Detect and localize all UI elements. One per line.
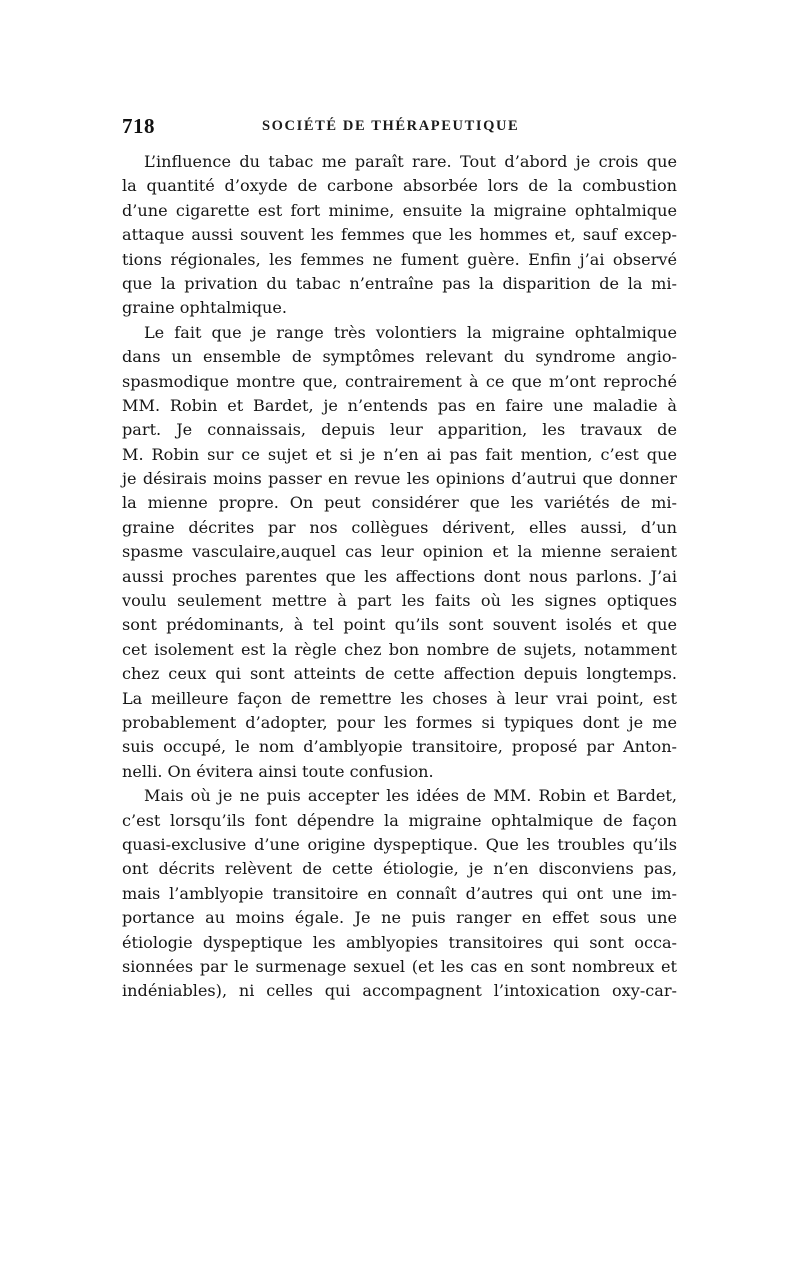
text-line: d’une cigarette est fort minime, ensuite la migraine ophtalmique (122, 200, 677, 220)
text-line: L’influence du tabac me paraît rare. Tout d’abord je crois que (144, 152, 677, 171)
text-line: que la privation du tabac n’entraîne pas la disparition de la mi- (122, 273, 677, 293)
text-line: part. Je connaissais, depuis leur apparition, les travaux de (122, 420, 677, 440)
text-line: sionnées par le surmenage sexuel (et les cas en sont nombreux et (122, 956, 677, 976)
text-line: spasmodique montre que, contrairement à ce que m’ont reproché (122, 371, 677, 391)
text-line: MM. Robin et Bardet, je n’entends pas en faire une maladie à (122, 395, 677, 415)
text-line: mais l’amblyopie transitoire en connaît d’autres qui ont une im- (122, 883, 677, 903)
running-head (122, 114, 677, 144)
text-line: Mais où je ne puis accepter les idées de MM. Robin et Bardet, (144, 786, 677, 806)
text-line: quasi-exclusive d’une origine dyspeptique. Que les troubles qu’ils (122, 834, 677, 854)
body-text (122, 150, 677, 1004)
text-line: M. Robin sur ce sujet et si je n’en ai pas fait mention, c’est que (122, 444, 677, 464)
text-line: cet isolement est la règle chez bon nombre de sujets, notamment (122, 639, 677, 659)
text-line: ont décrits relèvent de cette étiologie, je n’en disconviens pas, (122, 859, 677, 879)
text-line: Le fait que je range très volontiers la migraine ophtalmique (144, 322, 677, 342)
text-line: je désirais moins passer en revue les opinions d’autrui que donner (122, 469, 677, 489)
text-line: sont prédominants, à tel point qu’ils sont souvent isolés et que (122, 615, 677, 635)
text-line: tions régionales, les femmes ne fument guère. Enfin j’ai observé (122, 249, 677, 269)
text-line: nelli. On évitera ainsi toute confusion. (122, 761, 434, 781)
text-line: étiologie dyspeptique les amblyopies transitoires qui sont occa- (122, 932, 677, 952)
text-line: suis occupé, le nom d’amblyopie transitoire, proposé par Anton- (122, 737, 677, 757)
text-line: probablement d’adopter, pour les formes si typiques dont je me (122, 712, 677, 732)
text-line: graine décrites par nos collègues dérivent, elles aussi, d’un (122, 517, 677, 537)
text-line: la quantité d’oxyde de carbone absorbée lors de la combustion (122, 176, 677, 196)
text-line: dans un ensemble de symptômes relevant du syndrome angio- (122, 347, 677, 367)
running-title: SOCIÉTÉ DE THÉRAPEUTIQUE (262, 118, 520, 134)
text-line: voulu seulement mettre à part les faits où les signes optiques (122, 591, 677, 611)
text-line: La meilleure façon de remettre les choses à leur vrai point, est (122, 688, 677, 708)
text-line: spasme vasculaire,auquel cas leur opinion et la mienne seraient (122, 542, 677, 562)
text-line: indéniables), ni celles qui accompagnent l’intoxication oxy-car- (122, 981, 677, 1001)
text-line: c’est lorsqu’ils font dépendre la migraine ophtalmique de façon (122, 810, 677, 830)
text-line: attaque aussi souvent les femmes que les hommes et, sauf excep- (122, 225, 677, 245)
text-line: portance au moins égale. Je ne puis ranger en effet sous une (122, 908, 677, 928)
text-line: aussi proches parentes que les affections dont nous parlons. J’ai (122, 566, 677, 586)
text-line: graine ophtalmique. (122, 298, 288, 318)
text-line: la mienne propre. On peut considérer que les variétés de mi- (122, 493, 677, 513)
text-line: chez ceux qui sont atteints de cette affection depuis longtemps. (122, 664, 677, 684)
page-number: 718 (122, 114, 155, 138)
